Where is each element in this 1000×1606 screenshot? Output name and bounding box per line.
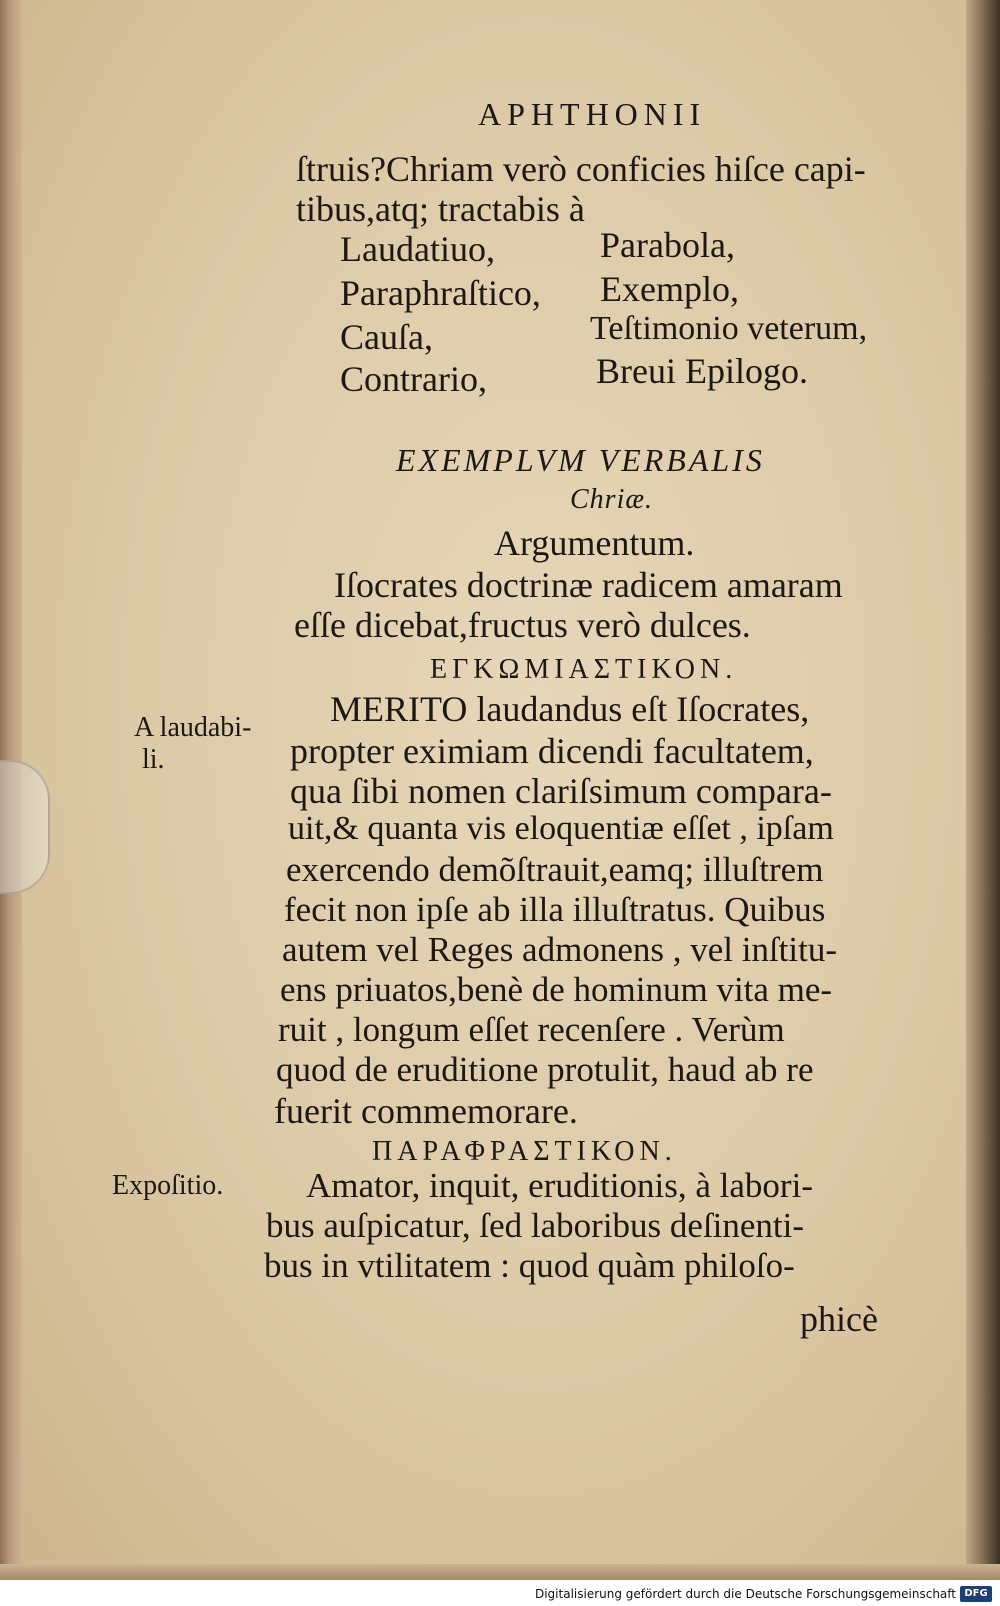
text-line: ſtruis?Chriam verò conficies hiſce capi-: [296, 149, 866, 189]
text-line: qua ſibi nomen clariſsimum compara-: [290, 771, 832, 811]
text-line: Amator, inquit, eruditionis, à labori-: [306, 1166, 813, 1205]
greek-heading: ΕΓΚΩΜΙΑΣΤΙΚΟΝ.: [430, 654, 738, 685]
list-right-item: Breui Epilogo.: [596, 351, 808, 391]
list-left-item: Cauſa,: [340, 317, 433, 357]
text-line: bus auſpicatur, ſed laboribus deſinenti-: [266, 1206, 805, 1245]
list-right-item: Exemplo,: [600, 269, 739, 309]
text-line: Iſocrates doctrinæ radicem amaram: [334, 565, 843, 605]
text-line: eſſe dicebat,fructus verò dulces.: [294, 605, 751, 645]
text-line: uit,& quanta vis eloquentiæ eſſet , ipſam: [288, 810, 834, 847]
text-line: ens priuatos,benè de hominum vita me-: [280, 970, 833, 1009]
right-binding-edge: [966, 0, 1000, 1580]
margin-note: li.: [142, 744, 165, 775]
text-line: MERITO laudandus eſt Iſocrates,: [330, 689, 810, 729]
margin-note: Expoſitio.: [112, 1170, 224, 1201]
text-line: fecit non ipſe ab illa illuſtratus. Quibus: [284, 890, 826, 929]
text-line: ruit , longum eſſet recenſere . Verùm: [278, 1010, 785, 1049]
argumentum-heading: Argumentum.: [494, 523, 695, 563]
page-clip: [0, 760, 50, 894]
text-line: fuerit commemorare.: [274, 1091, 578, 1131]
funding-credit: Digitalisierung gefördert durch die Deutsche Forschungsgemeinschaft: [534, 1587, 956, 1601]
text-line: tibus,atq; tractabis à: [296, 189, 585, 229]
dfg-logo: DFG: [960, 1586, 992, 1602]
text-line: quod de eruditione protulit, haud ab re: [276, 1050, 814, 1089]
footer-bar: [0, 1580, 1000, 1606]
text-line: autem vel Reges admonens , vel inſtitu-: [282, 930, 838, 969]
section-subheading: Chriæ.: [570, 484, 654, 515]
text-line: exercendo demõſtrauit,eamq; illuſtrem: [286, 850, 824, 889]
list-left-item: Laudatiuo,: [340, 229, 495, 269]
margin-note: A laudabi-: [134, 712, 252, 743]
list-left-item: Contrario,: [340, 359, 487, 399]
catchword: phicè: [800, 1299, 878, 1339]
list-right-item: Parabola,: [600, 225, 735, 265]
bottom-page-edge: [0, 1564, 1000, 1580]
running-head: APHTHONII: [478, 96, 707, 132]
text-line: bus in vtilitatem : quod quàm philoſo-: [264, 1246, 795, 1285]
greek-heading: ΠΑΡΑΦΡΑΣΤΙΚΟΝ.: [372, 1136, 677, 1167]
text-line: propter eximiam dicendi facultatem,: [290, 731, 814, 771]
list-left-item: Paraphraſtico,: [340, 273, 541, 313]
list-right-item: Teſtimonio veterum,: [590, 310, 868, 347]
section-heading: EXEMPLVM VERBALIS: [396, 442, 765, 478]
